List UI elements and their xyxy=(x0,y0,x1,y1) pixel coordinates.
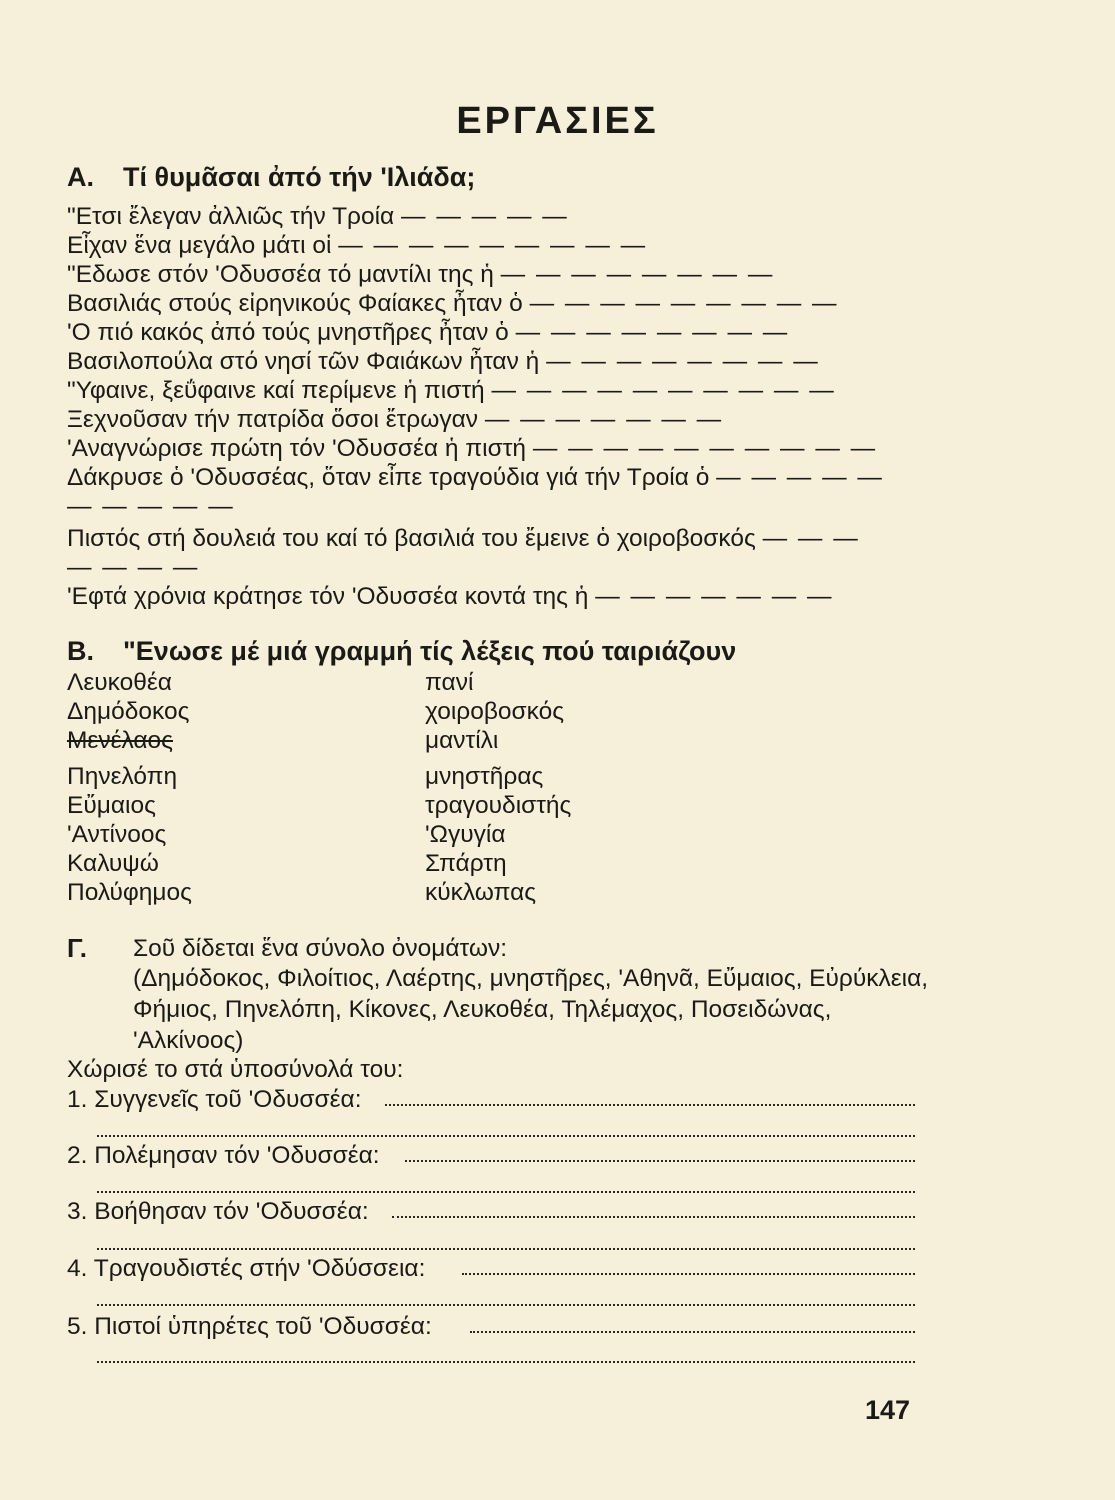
match-right-5[interactable]: τραγουδιστής xyxy=(425,792,572,819)
category-2-label: 2. Πολέμησαν τόν 'Οδυσσέα: xyxy=(67,1142,380,1169)
match-left-2[interactable]: Δημόδοκος xyxy=(67,698,190,725)
fill-line-12: 'Εφτά χρόνια κράτησε τόν 'Οδυσσέα κοντά της ἡ — — — — — — — xyxy=(67,583,834,610)
fill-line-8: Ξεχνοῦσαν τήν πατρίδα ὅσοι ἔτρωγαν — — — — — — — xyxy=(67,406,724,433)
match-left-5[interactable]: Εὔμαιος xyxy=(67,792,156,819)
blank[interactable]: — — — — xyxy=(67,554,200,581)
fill-line-1: "Ετσι ἔλεγαν ἀλλιῶς τήν Τροία — — — — — xyxy=(67,203,569,230)
fill-line-9: 'Αναγνώρισε πρώτη τόν 'Οδυσσέα ἡ πιστή — — — — — — — — — — xyxy=(67,435,878,462)
blank[interactable]: — — — — — — — — xyxy=(546,348,820,375)
section-b-title: "Ενωσε μέ μιά γραμμή τίς λέξεις πού ταιριάζουν xyxy=(123,636,737,666)
category-1-label: 1. Συγγενεῖς τοῦ 'Οδυσσέα: xyxy=(67,1086,362,1113)
category-5-label: 5. Πιστοί ὑπηρέτες τοῦ 'Οδυσσέα: xyxy=(67,1313,432,1340)
blank[interactable]: — — — — — xyxy=(401,203,569,230)
blank[interactable]: — — — — — — — — — — xyxy=(491,377,836,404)
match-right-6[interactable]: 'Ωγυγία xyxy=(425,821,506,848)
match-right-3[interactable]: μαντίλι xyxy=(425,727,499,754)
category-2-answer[interactable] xyxy=(405,1160,915,1162)
match-left-3[interactable]: Μενέλαος xyxy=(67,727,173,754)
blank[interactable]: — — — — — — — — — xyxy=(529,290,839,317)
category-5-answer[interactable] xyxy=(470,1331,915,1333)
blank[interactable]: — — — — — xyxy=(67,493,235,520)
fill-line-5: 'Ο πιό κακός ἀπό τούς μνηστῆρες ἦταν ὁ — — — — — — — — xyxy=(67,319,790,346)
fill-line-11: Πιστός στή δουλειά του καί τό βασιλιά του ἔμεινε ὁ χοιροβοσκός — — — xyxy=(67,525,860,552)
section-a-letter: A. xyxy=(67,162,94,192)
fill-line-6: Βασιλοπούλα στό νησί τῶν Φαιάκων ἦταν ἡ — — — — — — — — xyxy=(67,348,820,375)
section-c-letter: Γ. xyxy=(67,933,87,963)
category-4-answer-2[interactable] xyxy=(97,1304,915,1306)
fill-line-4: Βασιλιάς στούς εἰρηνικούς Φαίακες ἦταν ὁ — — — — — — — — — xyxy=(67,290,839,317)
section-a-heading xyxy=(67,162,475,193)
page-title: ΕΡΓΑΣΙΕΣ xyxy=(456,100,659,142)
fill-line-10-cont xyxy=(67,492,235,522)
blank[interactable]: — — — — — — — — xyxy=(515,319,790,346)
match-right-2[interactable]: χοιροβοσκός xyxy=(425,698,565,725)
match-right-1[interactable]: πανί xyxy=(425,669,474,696)
section-c-instruction: Χώρισέ το στά ὑποσύνολά του: xyxy=(67,1056,404,1083)
category-5-answer-2[interactable] xyxy=(97,1361,915,1363)
match-right-7[interactable]: Σπάρτη xyxy=(425,850,507,877)
category-1-answer[interactable] xyxy=(385,1104,915,1106)
fill-line-3: "Εδωσε στόν 'Οδυσσέα τό μαντίλι της ἡ — — — — — — — — xyxy=(67,261,775,288)
blank[interactable]: — — — — — — — xyxy=(484,406,724,433)
category-3-label: 3. Βοήθησαν τόν 'Οδυσσέα: xyxy=(67,1198,369,1225)
fill-line-11-cont xyxy=(67,553,199,583)
match-left-4[interactable]: Πηνελόπη xyxy=(67,763,178,790)
match-left-8[interactable]: Πολύφημος xyxy=(67,879,192,906)
match-right-4[interactable]: μνηστῆρας xyxy=(425,763,544,790)
category-4-answer[interactable] xyxy=(462,1273,915,1275)
page-number: 147 xyxy=(865,1395,911,1425)
category-4-label: 4. Τραγουδιστές στήν 'Οδύσσεια: xyxy=(67,1255,426,1282)
blank[interactable]: — — — — — — — xyxy=(595,583,834,610)
category-3-answer[interactable] xyxy=(392,1216,915,1218)
section-a-title: Τί θυμᾶσαι ἀπό τήν 'Ιλιάδα; xyxy=(123,162,476,192)
category-3-answer-2[interactable] xyxy=(97,1248,915,1250)
section-b-letter: B. xyxy=(67,636,94,666)
blank[interactable]: — — — — — — — — xyxy=(500,261,775,288)
section-b-heading xyxy=(67,636,736,667)
category-1-answer-2[interactable] xyxy=(97,1135,915,1137)
match-left-7[interactable]: Καλυψώ xyxy=(67,850,159,877)
blank[interactable]: — — — xyxy=(762,525,860,552)
fill-line-7: "Υφαινε, ξεΰφαινε καί περίμενε ἡ πιστή — — — — — — — — — — xyxy=(67,377,836,404)
match-left-1[interactable]: Λευκοθέα xyxy=(67,669,172,696)
section-c-intro: Σοῦ δίδεται ἕνα σύνολο ὀνομάτων: xyxy=(133,935,508,962)
fill-line-10: Δάκρυσε ὁ 'Οδυσσέας, ὅταν εἶπε τραγούδια γιά τήν Τροία ὁ — — — — — xyxy=(67,464,884,491)
match-right-8[interactable]: κύκλωπας xyxy=(425,879,537,906)
blank[interactable]: — — — — — — — — — xyxy=(338,232,648,259)
blank[interactable]: — — — — — — — — — — xyxy=(532,435,878,462)
category-2-answer-2[interactable] xyxy=(97,1191,915,1193)
blank[interactable]: — — — — — xyxy=(716,464,884,491)
section-c-names: (Δημόδοκος, Φιλοίτιος, Λαέρτης, μνηστῆρες, 'Αθηνᾶ, Εὔμαιος, Εὐρύκλεια, Φήμιος, Πηνελόπη, Κίκονες, Λευκοθέα, Τηλέμαχος, Ποσειδώνας, 'Αλκίνοος) xyxy=(133,965,929,1054)
fill-line-2: Εἶχαν ἕνα μεγάλο μάτι οἱ — — — — — — — — — xyxy=(67,232,648,259)
match-left-6[interactable]: 'Αντίνοος xyxy=(67,821,167,848)
